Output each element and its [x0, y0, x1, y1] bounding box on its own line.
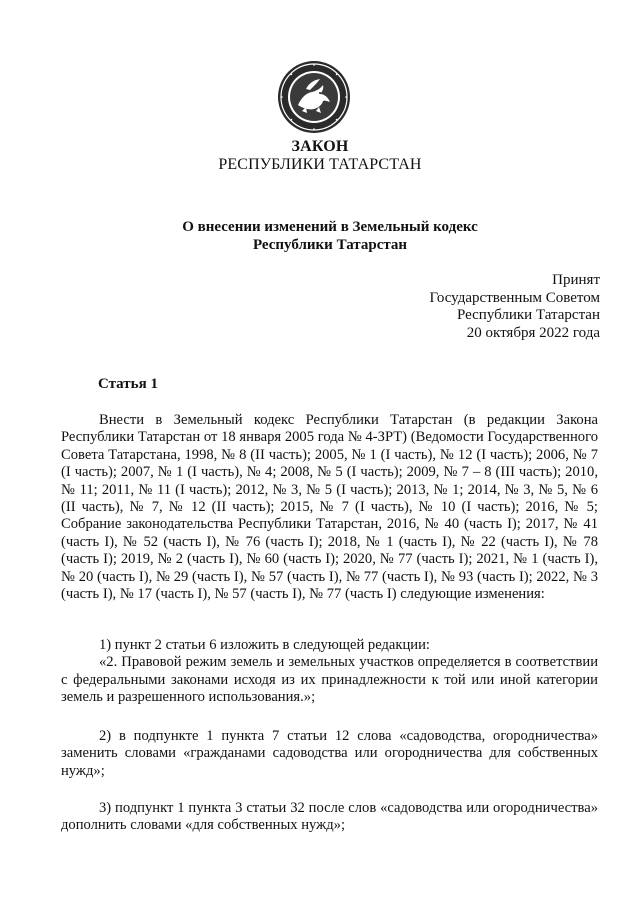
law-title: ЗАКОН	[291, 138, 349, 155]
adoption-line: Республики Татарстан	[456, 307, 600, 323]
item-2-text: 2) в подпункте 1 пункта 7 статьи 12 слова «садоводства, огородничества» заменить словами «гражданами садоводства или огородничества для собственных нужд»;	[61, 728, 598, 779]
adoption-date: 20 октября 2022 года	[466, 324, 600, 341]
law-subject-line2: Республики Татарстан	[252, 237, 408, 253]
item-1-quote: «2. Правовой режим земель и земельных участков определяется в соответствии с федеральными законами исходя из их принадлежности к той или иной категории земель и разрешенного использования.»;	[61, 654, 598, 706]
item-1-heading: 1) пункт 2 статьи 6 изложить в следующей редакции:	[99, 637, 430, 653]
item-3-block	[61, 800, 598, 835]
article-heading: Статья 1	[98, 376, 158, 392]
item-3-text: 3) подпункт 1 пункта 3 статьи 32 после слов «садоводства или огородничества» дополнить словами «для собственных нужд»;	[61, 800, 598, 834]
adoption-line: Принят	[552, 272, 600, 288]
adoption-line: Государственным Советом	[429, 289, 600, 306]
intro-paragraph-block	[61, 412, 598, 603]
law-issuer: РЕСПУБЛИКИ ТАТАРСТАН	[218, 156, 422, 173]
item-2-block	[61, 728, 598, 780]
item-1-block	[61, 637, 598, 707]
law-subject-line1: О внесении изменений в Земельный кодекс	[182, 219, 478, 235]
coat-of-arms-icon	[276, 59, 352, 135]
intro-paragraph: Внести в Земельный кодекс Республики Татарстан (в редакции Закона Республики Татарстан от 18 января 2005 года № 4-ЗРТ) (Ведомости Государственного Совета Татарстана, 1998, № 8 (II часть); 2005, № 1 (I часть), № 12 (I часть); 2006, № 7 (I часть); 2007, № 1 (I часть), № 4; 2008, № 5 (I часть); 2009, № 7 – 8 (III часть); 2010, № 11; 2011, № 11 (I часть); 2012, № 3, № 5 (I часть); 2013, № 1; 2014, № 3, № 5, № 6 (II часть), № 7, № 12 (II часть); 2015, № 7 (I часть), № 10 (I часть); 2016, № 5; Собрание законодательства Республики Татарстан, 2016, № 40 (часть I); 2017, № 41 (часть I), № 52 (часть I), № 76 (часть I); 2018, № 1 (часть I), № 22 (часть I), № 78 (часть I); 2019, № 2 (часть I), № 60 (часть I); 2020, № 77 (часть I); 2021, № 1 (часть I), № 20 (часть I), № 29 (часть I), № 57 (часть I), № 77 (часть I), № 93 (часть I); 2022, № 3 (часть I), № 17 (часть I), № 57 (часть I), № 77 (часть I) следующие изменения:	[61, 412, 598, 603]
adoption-block	[430, 272, 601, 342]
